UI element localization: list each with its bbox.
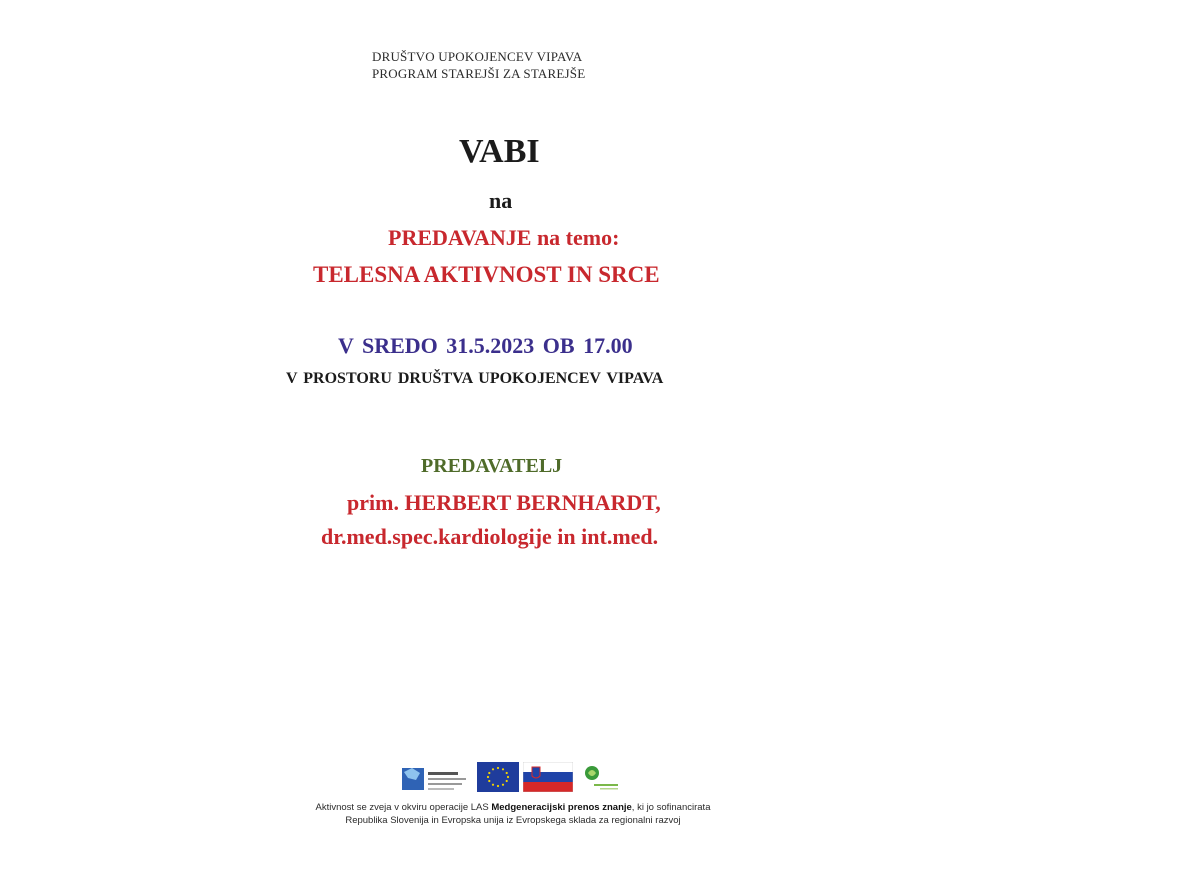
- event-datetime: V SREDO 31.5.2023 OB 17.00: [338, 333, 633, 358]
- slovenia-flag-icon: [523, 762, 573, 792]
- lecture-topic: TELESNA AKTIVNOST IN SRCE: [313, 262, 660, 287]
- funding-note-post: , ki jo sofinancirata: [631, 802, 711, 813]
- lecturer-title: dr.med.spec.kardiologije in int.med.: [321, 524, 659, 549]
- lecturer-label: PREDAVATELJ: [421, 455, 563, 477]
- funding-note-line1: [278, 802, 748, 813]
- invite-heading: VABI: [459, 133, 540, 170]
- lecturer-name: prim. HERBERT BERNHARDT,: [347, 490, 661, 515]
- leaf-logo-icon: [580, 764, 622, 792]
- funding-note-pre: Aktivnost se zveja v okviru operacije LAS: [315, 802, 492, 813]
- event-location: V PROSTORU DRUŠTVA UPOKOJENCEV VIPAVA: [286, 370, 664, 387]
- funding-note-line2: Republika Slovenija in Evropska unija iz Evropskega sklada za regionalni razvoj: [345, 815, 681, 826]
- invite-na: na: [489, 188, 513, 213]
- operation-name: Medgeneracijski prenos znanje: [491, 802, 632, 813]
- sponsor-logos: [402, 762, 622, 794]
- eu-flag-icon: [477, 762, 519, 792]
- org-name: DRUŠTVO UPOKOJENCEV VIPAVA: [372, 49, 583, 64]
- program-name: PROGRAM STAREJŠI ZA STAREJŠE: [372, 66, 586, 81]
- lecture-intro: PREDAVANJE na temo:: [388, 225, 620, 250]
- las-logo-icon: [402, 764, 470, 792]
